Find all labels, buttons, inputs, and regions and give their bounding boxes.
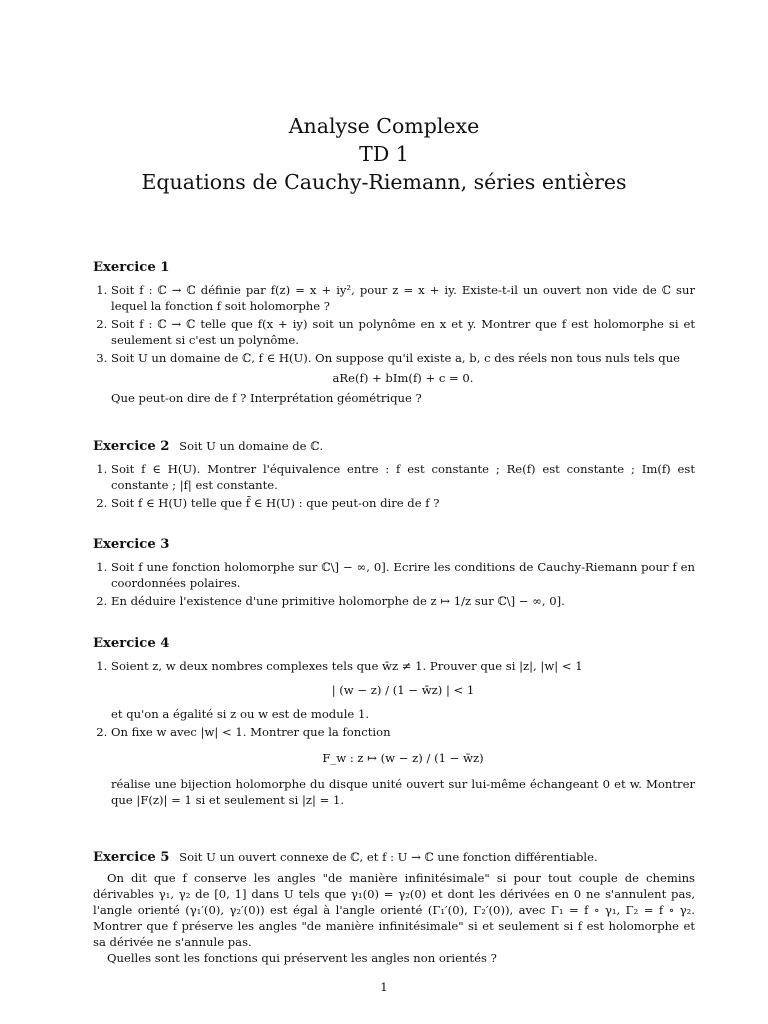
item-text: Soit f : ℂ → ℂ définie par f(z) = x + iy², pour z = x + iy. Existe-t-il un ouvert non vide de ℂ sur lequel la fonction f soit holomorphe ? bbox=[111, 283, 695, 313]
item-followup: Que peut-on dire de f ? Interprétation géométrique ? bbox=[111, 391, 422, 405]
item-followup: réalise une bijection holomorphe du disque unité ouvert sur lui-même échangeant 0 et w. Montrer que |F(z)| = 1 si et seulement si |z| = 1. bbox=[111, 777, 695, 807]
item-followup: et qu'on a égalité si z ou w est de module 1. bbox=[111, 707, 370, 721]
exercise-item bbox=[111, 316, 695, 348]
item-text: Soit f ∈ H(U). Montrer l'équivalence entre : f est constante ; Re(f) est constante ; Im(f) est constante ; |f| est constante. bbox=[111, 462, 695, 492]
exercise-2 bbox=[93, 438, 695, 513]
exercise-item bbox=[111, 350, 695, 406]
item-text: Soit f ∈ H(U) telle que f̄ ∈ H(U) : que peut-on dire de f ? bbox=[111, 496, 440, 510]
item-text: Soient z, w deux nombres complexes tels que w̄z ≠ 1. Prouver que si |z|, |w| < 1 bbox=[111, 659, 583, 673]
exercise-5 bbox=[93, 849, 695, 966]
exercise-heading: Exercice 2 bbox=[93, 439, 170, 454]
exercise-list bbox=[93, 559, 695, 609]
exercise-paragraph: On dit que f conserve les angles "de manière infinitésimale" si pour tout couple de chemins dérivables γ₁, γ₂ de [0, 1] dans U tels que γ₁(0) = γ₂(0) et dont les dérivées en 0 ne s'annulent pas, l'angle orienté (γ₁′(0), γ₂′(0)) est égal à l'angle orienté (Γ₁′(0), Γ₂′(0)), avec Γ₁ = f ∘ γ₁, Γ₂ = f ∘ γ₂. Montrer que f préserve les angles "de manière infinitésimale" si et seulement si f est holomorphe et sa dérivée ne s'annule pas. bbox=[93, 871, 695, 949]
exercise-heading: Exercice 1 bbox=[93, 260, 170, 275]
course-title: Analyse Complexe bbox=[288, 114, 480, 138]
formula: aRe(f) + bIm(f) + c = 0. bbox=[332, 371, 474, 385]
formula: | (w − z) / (1 − w̄z) | < 1 bbox=[331, 683, 475, 697]
exercise-4 bbox=[93, 636, 695, 810]
exercise-item bbox=[111, 559, 695, 591]
exercise-3 bbox=[93, 537, 695, 611]
exercise-item bbox=[111, 658, 695, 722]
exercise-item bbox=[111, 593, 695, 609]
exercise-1 bbox=[93, 260, 695, 408]
exercise-paragraph: Quelles sont les fonctions qui préservent les angles non orientés ? bbox=[107, 951, 497, 965]
exercise-item bbox=[111, 724, 695, 808]
exercise-heading: Exercice 4 bbox=[93, 636, 170, 651]
exercise-heading: Exercice 3 bbox=[93, 537, 170, 552]
exercise-item bbox=[111, 461, 695, 493]
exercise-list bbox=[93, 461, 695, 511]
item-text: En déduire l'existence d'une primitive holomorphe de z ↦ 1/z sur ℂ\] − ∞, 0]. bbox=[111, 594, 565, 608]
exercise-item bbox=[111, 495, 695, 511]
exercise-list bbox=[93, 658, 695, 808]
td-subtitle: Equations de Cauchy-Riemann, séries entières bbox=[141, 170, 627, 194]
item-text: On fixe w avec |w| < 1. Montrer que la fonction bbox=[111, 725, 391, 739]
td-number: TD 1 bbox=[359, 142, 409, 166]
item-text: Soit U un domaine de ℂ, f ∈ H(U). On suppose qu'il existe a, b, c des réels non tous nuls tels que bbox=[111, 351, 681, 365]
exercise-intro: Soit U un domaine de ℂ. bbox=[179, 439, 324, 453]
exercise-item bbox=[111, 282, 695, 314]
title-block bbox=[0, 112, 768, 196]
exercise-list bbox=[93, 282, 695, 406]
exercise-intro: Soit U un ouvert connexe de ℂ, et f : U → ℂ une fonction différentiable. bbox=[179, 850, 598, 864]
item-text: Soit f : ℂ → ℂ telle que f(x + iy) soit un polynôme en x et y. Montrer que f est holomorphe si et seulement si c'est un polynôme. bbox=[111, 317, 695, 347]
formula: F_w : z ↦ (w − z) / (1 − w̄z) bbox=[322, 751, 484, 765]
page-number: 1 bbox=[380, 980, 388, 994]
exercise-heading: Exercice 5 bbox=[93, 850, 170, 865]
item-text: Soit f une fonction holomorphe sur ℂ\] − ∞, 0]. Ecrire les conditions de Cauchy-Riemann pour f en coordonnées polaires. bbox=[111, 560, 695, 590]
